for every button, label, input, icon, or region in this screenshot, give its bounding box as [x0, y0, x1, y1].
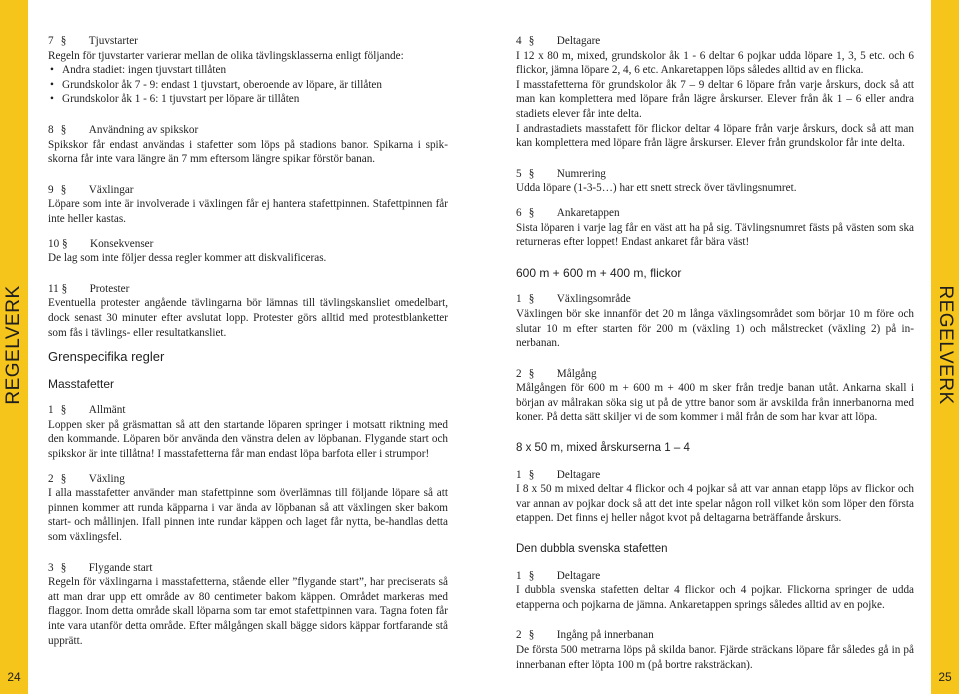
section-heading: 4 § Deltagare	[516, 35, 601, 47]
section-d2	[516, 628, 914, 672]
list-item: • Andra stadiet: ingen tjuvstart tillåten	[62, 63, 448, 78]
section-heading: 2 § Målgång	[516, 367, 597, 380]
section-text: Regeln för tjuvstarter varierar mellan de olika tävlingsklasserna enligt följande:	[48, 49, 404, 62]
side-label-right: REGELVERK	[935, 285, 956, 405]
section-text: De första 500 metrarna löps på skilda banor. Fjärde sträckans löpare får således gå in på innerbanan efter löpta 100 m (på bortre raksträckan).	[516, 644, 914, 671]
bullet-list	[48, 63, 448, 107]
section-heading: 10 § Konsekvenser	[48, 237, 154, 250]
section-symbol: §	[60, 35, 67, 47]
section-text: Växlingen bör ske innanför det 20 m långa växlingsområdet som börjar 10 m före och slutar 10 m efter starten för 200 m (växling 1) och målstrecket (växling 2) på in-nerbanan.	[516, 307, 914, 350]
section-text: Spikskor får endast användas i stafetter som löps på stadions banor. Spikarna i spik-skorna får inte vara längre än 7 mm eftersom längre spikar förstör banan.	[48, 138, 448, 166]
section-text: I 8 x 50 m mixed deltar 4 flickor och 4 pojkar så att var annan etapp löps av flickor och var annan av pojkar dock så att det inte spelar någon roll vilket kön som löper den första etappen. Det finns ej heller något kvot på deltagarna beträffande årskurs.	[516, 483, 914, 525]
section-text: I andrastadiets masstafett för flickor deltar 4 löpare från varje årskurs, dock så att man kan komplettera med löpare från lägre årskurser. Elever från grundskolor får inte delta.	[516, 122, 914, 150]
section-heading: 1 § Allmänt	[48, 404, 126, 417]
subheading: 600 m + 600 m + 400 m, flickor	[516, 265, 682, 280]
section-r6	[516, 206, 914, 250]
section-heading: 1 § Deltagare	[516, 569, 601, 582]
section-r5	[516, 167, 914, 196]
list-item: • Grundskolor åk 1 - 6: 1 tjuvstart per löpare är tillåten	[62, 92, 448, 107]
chapter-heading: Grenspecifika regler	[48, 349, 165, 365]
left-column	[48, 34, 448, 658]
section-text: I masstafetterna för grundskolor åk 7 – 9 deltar 6 löpare från varje årskurs, dock så att man kan komplettera med löpare från lägre årskurser. Elever från åk 1 – 6 eller andra stadiets elever får inte delta.	[516, 78, 914, 120]
section-heading: 1 § Deltagare	[516, 468, 601, 481]
section-heading: 1 § Växlingsområde	[516, 293, 631, 306]
section-heading: 3 § Flygande start	[48, 561, 153, 574]
subheading: 8 x 50 m, mixed årskurserna 1 – 4	[516, 442, 690, 455]
section-m3	[48, 561, 448, 649]
section-10	[48, 237, 448, 266]
section-text: Regeln för växlingarna i masstafetterna, stående eller ”flygande start”, har preciserats så att man drar upp ett område av 80 centimeter bakom käppen. Området markeras med flaggor. Inom detta område skall löparna som tar emot stafettpinnen vara. Tagna foten får inte vara utanför detta område. Efter målgången skall bägge sidors käppar fortfarande stå upprätt.	[48, 576, 448, 647]
side-label-left: REGELVERK	[3, 285, 24, 405]
section-9	[48, 183, 448, 227]
section-11	[48, 282, 448, 340]
section-m1	[48, 403, 448, 461]
section-text: Udda löpare (1-3-5…) har ett snett streck över tävlingsnumret.	[516, 182, 797, 195]
section-text: I dubbla svenska stafetten deltar 4 flickor och 4 pojkar. Flickorna springer de udda etapperna och pojkarna de jämna. Ankaretappen springs således alltid av en pojke.	[516, 584, 914, 611]
section-f1	[516, 292, 914, 350]
subheading: Den dubbla svenska stafetten	[516, 543, 668, 556]
section-heading: 5 § Numrering	[516, 167, 606, 180]
left-margin-band	[0, 0, 28, 694]
section-text: Loppen sker på gräsmattan så att den startande löparen springer i motsatt riktning med den kommande. Löparen bör använda den vänstra delen av löpbanan. Flygande start och spikskor är inte tillåtna! I masstafetterna får man endast löpa barfota eller i strumpor!	[48, 418, 448, 461]
section-text: I 12 x 80 m, mixed, grundskolor åk 1 - 6 deltar 6 pojkar udda löpare 1, 3, 5 etc. och 6 flickor, jämna löpare 2, 4, 6 etc. Ankaretappen löps således alltid av en flicka.	[516, 49, 914, 77]
section-heading: 6 § Ankaretappen	[516, 206, 620, 219]
section-text: Målgången för 600 m + 600 m + 400 m sker från tredje banan utåt. Ankarna skall i början av målrakan söka sig ut på de yttre banor som är avskilda från innerbanorna med koner. På detta sätt skiljer vi de som kommer i mål från de som har kvar att löpa.	[516, 382, 914, 424]
section-r4	[516, 34, 914, 151]
section-text: Eventuella protester angående tävlingarna bör lämnas till tävlingskansliet omedelbart, dock senast 30 minuter efter avslutat lopp. Protester görs alltid med protestblanketter som fås i tävlings- eller resultatkansliet.	[48, 297, 448, 339]
section-heading: 2 § Ingång på innerbanan	[516, 629, 654, 642]
section-heading: 2 § Växling	[48, 472, 125, 485]
right-margin-band	[931, 0, 959, 694]
page-number-right: 25	[938, 670, 952, 684]
section-f2	[516, 367, 914, 425]
list-item: • Grundskolor åk 7 - 9: endast 1 tjuvstart, oberoende av löpare, är tillåten	[62, 78, 448, 93]
right-column	[516, 34, 914, 682]
section-7	[48, 34, 448, 107]
section-8	[48, 123, 448, 167]
section-heading: 7 § Tjuvstarter	[48, 35, 138, 47]
section-m2	[48, 472, 448, 545]
section-heading: 11 § Protester	[48, 282, 130, 295]
section-e1	[516, 468, 914, 526]
section-d1	[516, 569, 914, 613]
section-heading: 8 § Användning av spikskor	[48, 123, 199, 136]
section-text: I alla masstafetter använder man stafettpinne som överlämnas till följande löpare så att pinnen kommer att runda käpparna i var ända av löpbanan så att växlingen sker bakom start- och mållinjen. Ifall pinnen inte rundar käppen och laget får nytta, be-handlas detta som växlingsfel.	[48, 487, 448, 544]
section-heading: 9 § Växlingar	[48, 183, 134, 196]
section-text: Löpare som inte är involverade i växlingen får ej hantera stafettpinnen. Stafettpinnen får inte heller kastas.	[48, 198, 448, 225]
section-text: De lag som inte följer dessa regler kommer att diskvalificeras.	[48, 252, 327, 265]
section-text: Sista löparen i varje lag får en väst att ha på sig. Tävlingsnumret fästs på västen som ska returneras efter loppet! Endast ankaret får bära väst!	[516, 221, 914, 249]
page-number-left: 24	[7, 670, 21, 684]
subheading: Masstafetter	[48, 376, 115, 391]
